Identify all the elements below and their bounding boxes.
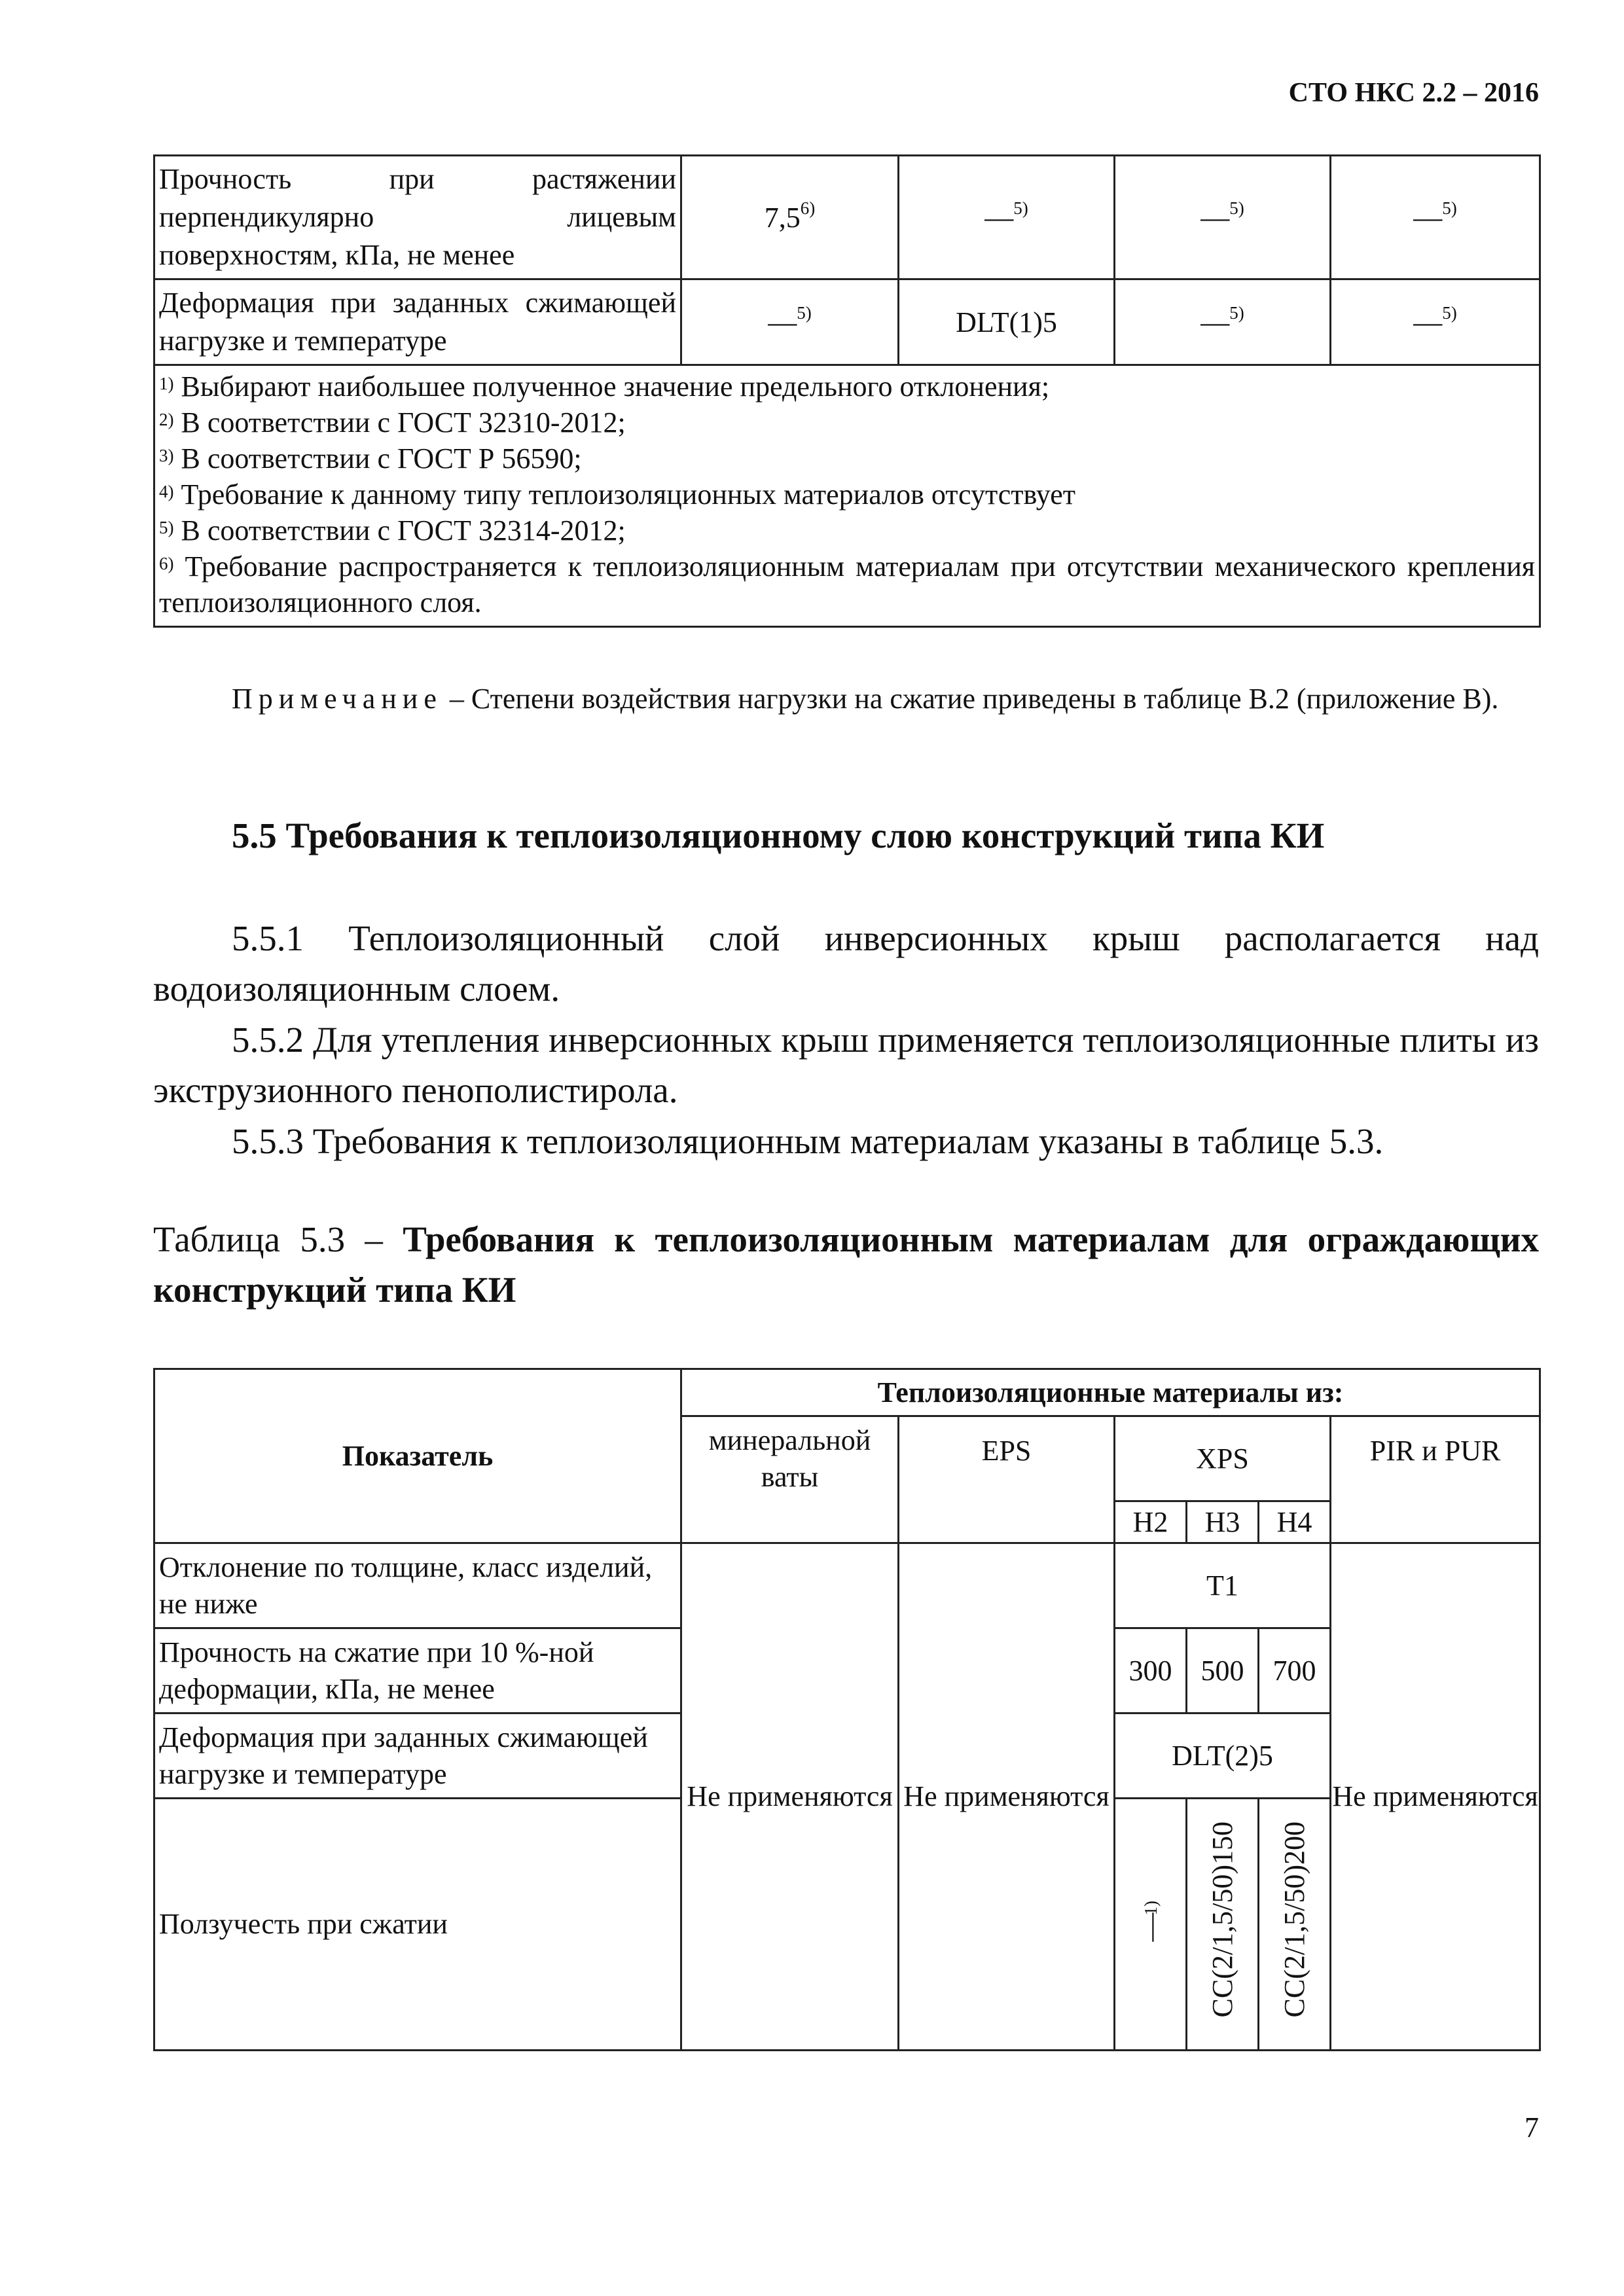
cell-value: —$^{5)}$ [899, 156, 1115, 279]
cell-value: —$^{5)}$ [1115, 279, 1331, 365]
footnotes [154, 365, 1540, 627]
creep-h3: CC(2/1,5/50)150 [1187, 1799, 1259, 2051]
header-h2: Н2 [1115, 1501, 1187, 1543]
row-label: Деформация при заданных сжимающей нагрузке и температуре [154, 1713, 681, 1799]
page-number: 7 [1525, 2111, 1539, 2144]
continued-table [153, 154, 1541, 628]
strength-h3: 500 [1187, 1628, 1259, 1713]
note-text: – Степени воздействия нагрузки на сжатие приведены в таблице В.2 (приложение В). [442, 683, 1499, 715]
deformation-class: DLT(2)5 [1115, 1713, 1331, 1799]
header-h4: Н4 [1259, 1501, 1331, 1543]
paragraph: 5.5.3 Требования к теплоизоляционным материалам указаны в таблице 5.3. [232, 1121, 1384, 1161]
strength-h2: 300 [1115, 1628, 1187, 1713]
row-label: Отклонение по толщине, класс изделий, не ниже [154, 1543, 681, 1628]
table-5-3 [153, 1368, 1541, 2051]
creep-h2: —$^{1)}$ [1115, 1799, 1187, 2051]
footnote: $^{6)}$ Требование распространяется к теплоизоляционным материалам при отсутствии механического крепления теплоизоляционного слоя. [159, 550, 1535, 619]
pir-not-applicable: Не применяются [1331, 1543, 1540, 2051]
footnote: $^{2)}$ В соответствии с ГОСТ 32310-2012; [159, 406, 626, 439]
header-indicator: Показатель [154, 1369, 681, 1543]
footnote: $^{4)}$ Требование к данному типу теплоизоляционных материалов отсутствует [159, 478, 1075, 511]
paragraph: 5.5.1 Теплоизоляционный слой инверсионных крыш располагается над водоизоляционным слоем. [153, 918, 1539, 1009]
section-title: 5.5 Требования к теплоизоляционному слою конструкций типа КИ [232, 816, 1325, 855]
footnote: $^{3)}$ В соответствии с ГОСТ Р 56590; [159, 442, 582, 475]
cell-value: —$^{5)}$ [1115, 156, 1331, 279]
table-caption: Таблица 5.3 – Требования к теплоизоляционным материалам для ограждающих конструкций типа КИ [153, 1219, 1539, 1310]
table-row [154, 279, 1540, 365]
row-label: Прочность при растяжении перпендикулярно лицевым поверхностям, кПа, не менее [154, 156, 681, 279]
cell-value: —$^{5)}$ [1331, 156, 1540, 279]
header-group: Теплоизоляционные материалы из: [681, 1369, 1540, 1416]
header-eps: EPS [899, 1416, 1115, 1543]
thickness-class: Т1 [1115, 1543, 1331, 1628]
strength-h4: 700 [1259, 1628, 1331, 1713]
footnote: $^{1)}$ Выбирают наибольшее полученное значение предельного отклонения; [159, 370, 1050, 403]
note-label: Примечание [232, 683, 442, 715]
cell-value: 7,5$^{6)}$ [681, 156, 899, 279]
mineral-not-applicable: Не применяются [681, 1543, 899, 2051]
row-label: Ползучесть при сжатии [154, 1799, 681, 2051]
footnote: $^{5)}$ В соответствии с ГОСТ 32314-2012; [159, 514, 626, 547]
row-label: Прочность на сжатие при 10 %-ной деформации, кПа, не менее [154, 1628, 681, 1713]
footnotes-row [154, 365, 1540, 627]
header-h3: Н3 [1187, 1501, 1259, 1543]
creep-h4: CC(2/1,5/50)200 [1259, 1799, 1331, 2051]
document-code: СТО НКС 2.2 – 2016 [1288, 78, 1539, 108]
header-pir: PIR и PUR [1331, 1416, 1540, 1543]
note [153, 674, 1539, 723]
row-label: Деформация при заданных сжимающей нагрузке и температуре [154, 279, 681, 365]
paragraph: 5.5.2 Для утепления инверсионных крыш применяется теплоизоляционные плиты из экструзионного пенополистирола. [153, 1020, 1539, 1110]
cell-value: DLT(1)5 [899, 279, 1115, 365]
cell-value: —$^{5)}$ [1331, 279, 1540, 365]
eps-not-applicable: Не применяются [899, 1543, 1115, 2051]
header-mineral: минеральной ваты [681, 1416, 899, 1543]
cell-value: —$^{5)}$ [681, 279, 899, 365]
table-header-row [154, 1369, 1540, 1416]
table-row [154, 156, 1540, 279]
header-xps: XPS [1115, 1416, 1331, 1501]
table-row [154, 1543, 1540, 1628]
